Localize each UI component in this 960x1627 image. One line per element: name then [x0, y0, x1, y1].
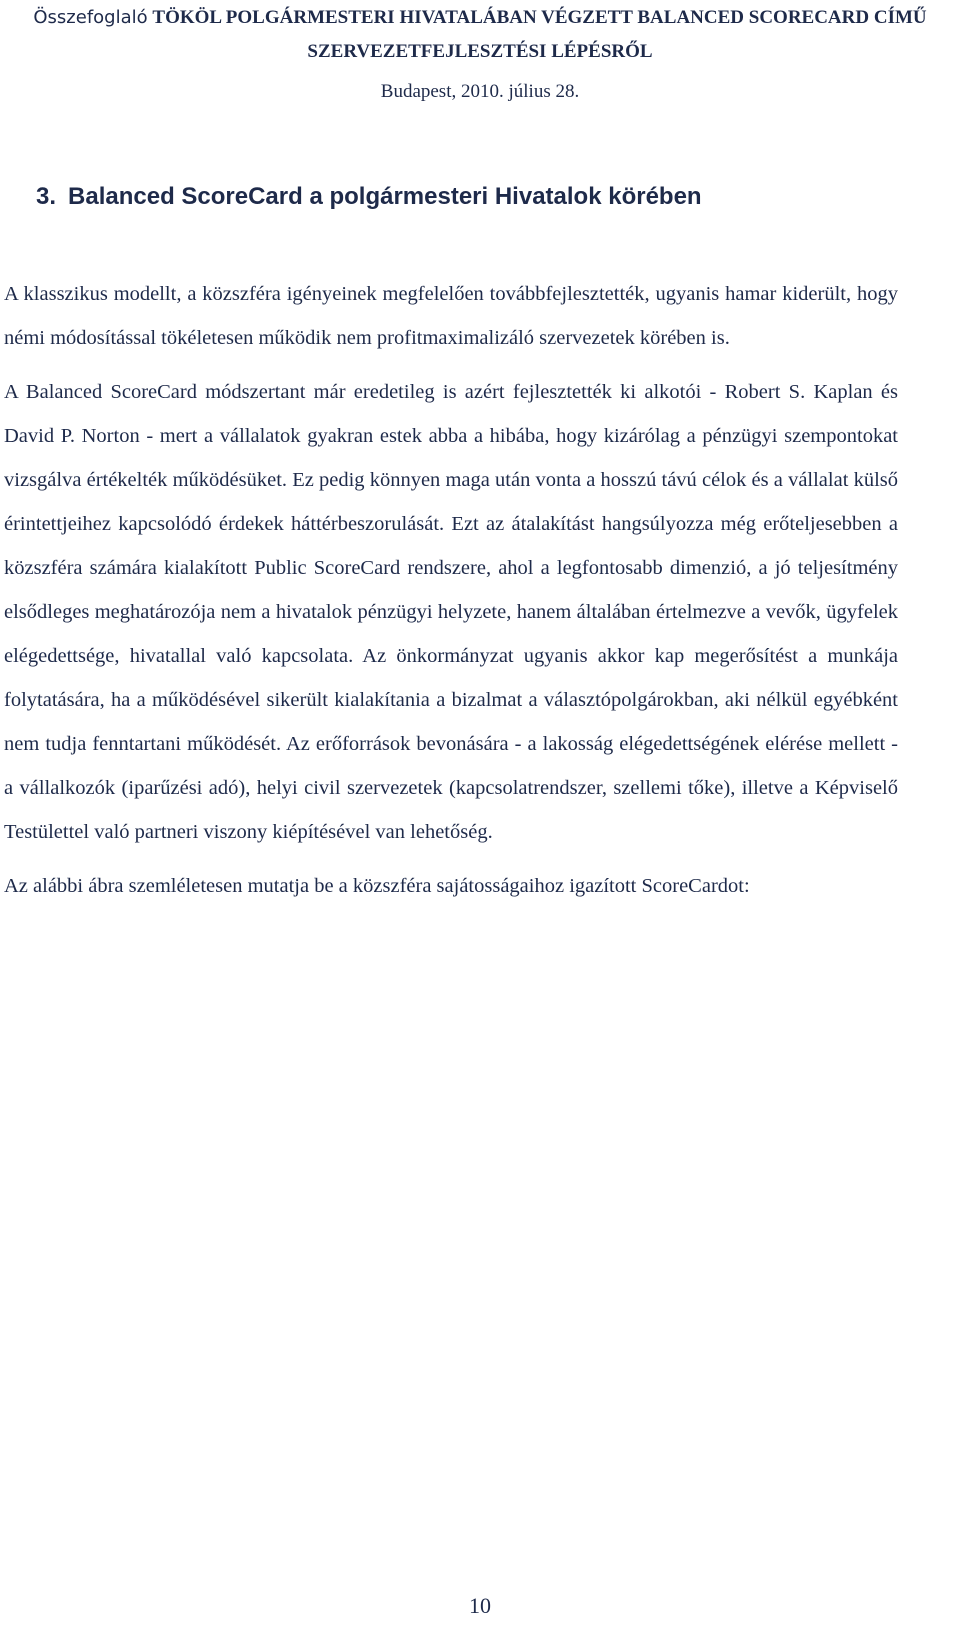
body-text — [4, 272, 898, 918]
header-title-part-1: TÖKÖL POLGÁRMESTERI HIVATALÁBAN VÉGZETT BALANCED SCORECARD CÍMŰ — [152, 7, 927, 28]
section-number: 3. — [36, 183, 57, 210]
header-prefix: Összefoglaló — [33, 7, 148, 28]
paragraph-1: A klasszikus modellt, a közszféra igényeinek megfelelően továbbfejlesztették, ugyanis hamar kiderült, hogy némi módosítással tökéletesen működik nem profitmaximalizáló szervezetek körében is. — [4, 283, 898, 349]
page-number: 10 — [469, 1593, 491, 1618]
document-header — [0, 4, 960, 106]
paragraph-3: Az alábbi ábra szemléletesen mutatja be a közszféra sajátosságaihoz igazított ScoreCardot: — [4, 875, 750, 897]
header-place-date: Budapest, 2010. július 28. — [380, 81, 580, 102]
header-title-line-2: SZERVEZETFEJLESZTÉSI LÉPÉSRŐL — [307, 41, 653, 62]
section-heading — [36, 180, 702, 214]
paragraph-2: A Balanced ScoreCard módszertant már eredetileg is azért fejlesztették ki alkotói - Robert S. Kaplan és David P. Norton - mert a vállalatok gyakran estek abba a hibába, hogy kizárólag a pénzügyi szempontokat vizsgálva értékelték működésüket. Ez pedig könnyen maga után vonta a hosszú távú célok és a vállalat külső érintettjeihez kapcsolódó érdekek háttérbeszorulását. Ezt az átalakítást hangsúlyozza még erőteljesebben a közszféra számára kialakított Public ScoreCard rendszere, ahol a legfontosabb dimenzió, a jó teljesítmény elsődleges meghatározója nem a hivatalok pénzügyi helyzete, hanem általában értelmezve a vevők, ügyfelek elégedettsége, hivatallal való kapcsolata. Az önkormányzat ugyanis akkor kap megerősítést a munkája folytatására, ha a működésével sikerült kialakítania a bizalmat a választópolgárokban, aki nélkül egyébként nem tudja fenntartani működését. Az erőforrások bevonására - a lakosság elégedettségének elérése mellett - a vállalkozók (iparűzési adó), helyi civil szervezetek (kapcsolatrendszer, szellemi tőke), illetve a Képviselő Testülettel való partneri viszony kiépítésével van lehetőség. — [4, 381, 898, 843]
header-title-line-1 — [0, 4, 960, 32]
section-title: Balanced ScoreCard a polgármesteri Hivatalok körében — [68, 183, 702, 210]
